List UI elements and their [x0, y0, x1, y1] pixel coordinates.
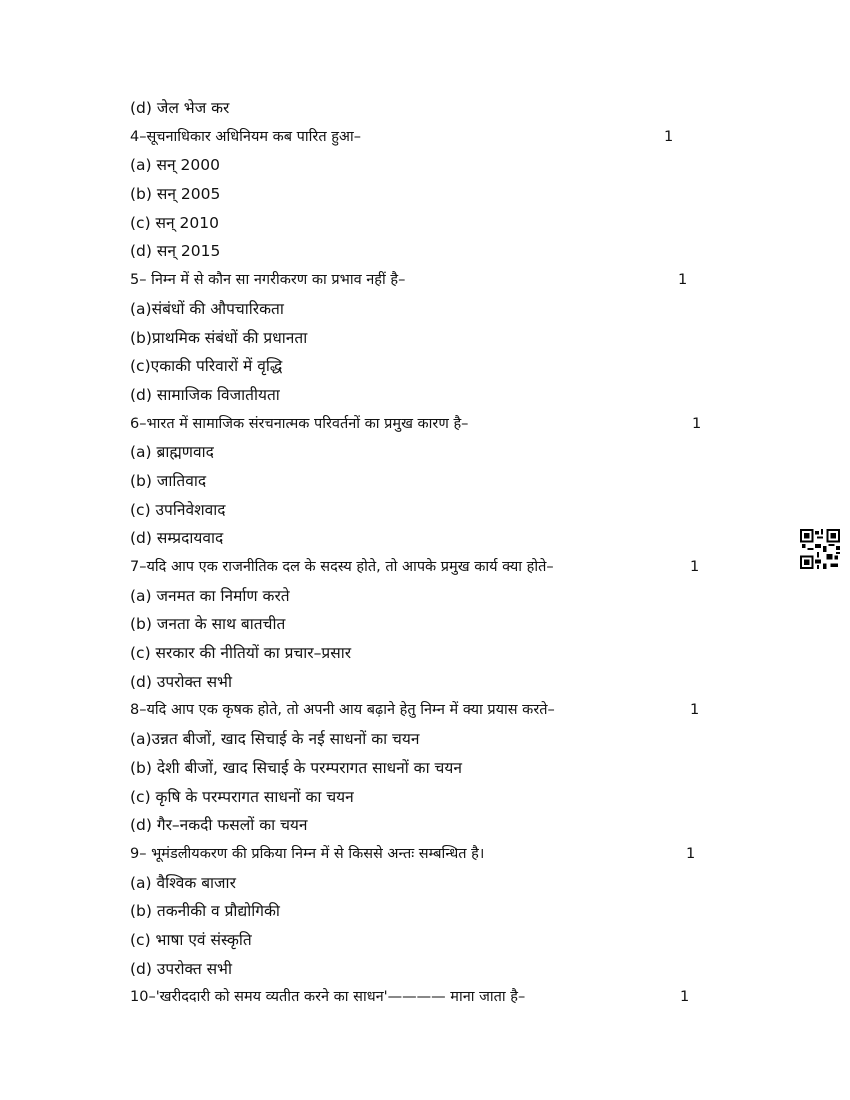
- question-label: 9– भूमंडलीयकरण की प्रकिया निम्न में से किससे अन्तः सम्बन्धित है।: [130, 845, 485, 862]
- option-label: (d) गैर–नकदी फसलों का चयन: [130, 816, 308, 835]
- question-label: 6–भारत में सामाजिक संरचनात्मक परिवर्तनों का प्रमुख कारण है–: [130, 415, 469, 432]
- option-text: [130, 381, 730, 410]
- marks-value: 1: [680, 989, 690, 1006]
- option-text: [130, 639, 730, 668]
- option-text: [130, 955, 730, 984]
- question-label: 5– निम्न में से कौन सा नगरीकरण का प्रभाव नहीं है–: [130, 272, 406, 289]
- option-text: [130, 897, 730, 926]
- qr-code-icon: [800, 529, 840, 569]
- option-text: [130, 438, 730, 467]
- option-label: (a)उन्नत बीजों, खाद सिचाई के नई साधनों का चयन: [130, 730, 420, 749]
- question-label: 8–यदि आप एक कृषक होते, तो अपनी आय बढ़ाने हेतु निम्न में क्या प्रयास करते–: [130, 702, 555, 719]
- question-text: [130, 696, 730, 725]
- question-text: [130, 123, 730, 152]
- marks-value: 1: [690, 702, 700, 719]
- option-text: [130, 94, 730, 123]
- marks-value: 1: [692, 415, 702, 432]
- option-label: (c)एकाकी परिवारों में वृद्धि: [130, 357, 283, 376]
- option-text: [130, 352, 730, 381]
- option-text: [130, 151, 730, 180]
- option-label: (b) तकनीकी व प्रौद्योगिकी: [130, 902, 280, 921]
- option-text: [130, 496, 730, 525]
- option-text: [130, 237, 730, 266]
- option-label: (d) सन् 2015: [130, 242, 221, 261]
- marks-value: 1: [678, 272, 688, 289]
- question-text: [130, 840, 730, 869]
- option-text: [130, 668, 730, 697]
- option-label: (d) उपरोक्त सभी: [130, 959, 232, 978]
- option-label: (b)प्राथमिक संबंधों की प्रधानता: [130, 328, 308, 347]
- option-label: (b) जनता के साथ बातचीत: [130, 615, 286, 634]
- option-text: [130, 869, 730, 898]
- option-label: (c) सन् 2010: [130, 213, 219, 232]
- option-text: [130, 180, 730, 209]
- option-text: [130, 324, 730, 353]
- question-text: [130, 266, 730, 295]
- question-label: 7–यदि आप एक राजनीतिक दल के सदस्य होते, तो आपके प्रमुख कार्य क्या होते–: [130, 559, 554, 575]
- option-text: [130, 811, 730, 840]
- option-label: (d) सम्प्रदायवाद: [130, 529, 224, 548]
- option-label: (b) सन् 2005: [130, 185, 221, 204]
- option-label: (d) उपरोक्त सभी: [130, 672, 232, 691]
- option-label: (a) जनमत का निर्माण करते: [130, 586, 290, 605]
- option-label: (a) वैश्विक बाजार: [130, 873, 236, 892]
- option-text: [130, 754, 730, 783]
- marks-value: 1: [664, 128, 674, 145]
- option-text: [130, 209, 730, 238]
- option-text: [130, 295, 730, 324]
- option-text: [130, 725, 730, 754]
- option-text: [130, 582, 730, 611]
- question-text: [130, 410, 730, 439]
- option-label: (c) कृषि के परम्परागत साधनों का चयन: [130, 787, 354, 806]
- option-label: (c) भाषा एवं संस्कृति: [130, 930, 252, 949]
- question-text: [130, 983, 730, 1012]
- option-label: (b) देशी बीजों, खाद सिचाई के परम्परागत साधनों का चयन: [130, 758, 462, 777]
- question-label: 4–सूचनाधिकार अधिनियम कब पारित हुआ–: [130, 128, 361, 145]
- option-text: [130, 783, 730, 812]
- option-text: [130, 610, 730, 639]
- option-text: [130, 524, 730, 553]
- option-label: (a) ब्राह्मणवाद: [130, 443, 214, 462]
- option-label: (c) उपनिवेशवाद: [130, 500, 226, 519]
- option-label: (a)संबंधों की औपचारिकता: [130, 299, 284, 318]
- question-text: [130, 553, 730, 582]
- option-label: (d) जेल भेज कर: [130, 99, 230, 117]
- question-label: 10–'खरीददारी को समय व्यतीत करने का साधन'———— माना जाता है–: [130, 989, 526, 1006]
- marks-value: 1: [690, 559, 700, 575]
- option-text: [130, 926, 730, 955]
- option-label: (d) सामाजिक विजातीयता: [130, 385, 280, 404]
- option-label: (b) जातिवाद: [130, 471, 207, 490]
- question-paper-page: [130, 94, 730, 1012]
- option-label: (a) सन् 2000: [130, 156, 220, 175]
- option-text: [130, 467, 730, 496]
- option-label: (c) सरकार की नीतियों का प्रचार–प्रसार: [130, 644, 352, 663]
- marks-value: 1: [686, 845, 696, 862]
